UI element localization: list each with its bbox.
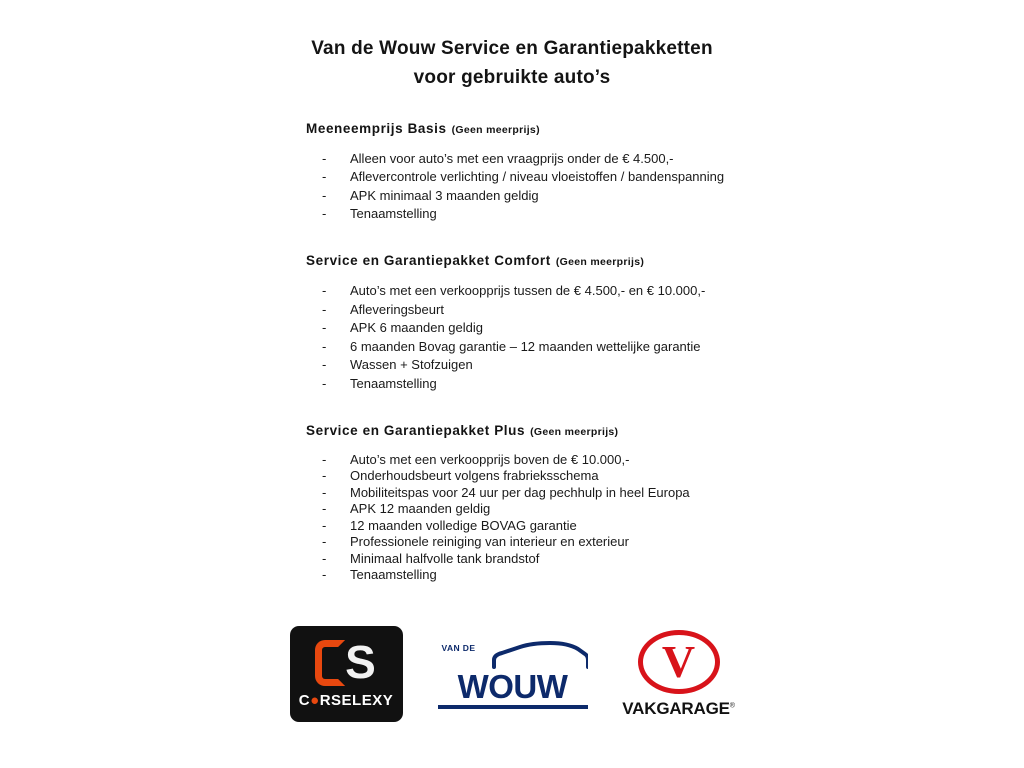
list-item [322,338,964,356]
list-item [322,150,964,168]
package-section-plus [306,423,964,584]
list-item-text: Minimaal halfvolle tank brandstof [350,550,540,566]
bullet-dash: - [322,550,327,566]
page-title-line-2: voor gebruikte auto’s [413,67,611,89]
list-item-text: Afleveringsbeurt [350,301,444,317]
list-item [322,567,964,583]
bullet-dash: - [322,468,327,484]
list-item-text: Auto’s met een verkoopprijs boven de € 10.000,- [350,451,630,467]
list-item-text: Auto’s met een verkoopprijs tussen de € 4.500,- en € 10.000,- [350,283,706,299]
bullet-dash: - [322,567,327,583]
section-title-plus: Service en Garantiepakket Plus [306,422,526,438]
list-item [322,468,964,484]
vakgarage-word-text: VAKGARAGE [622,698,730,718]
list-item-text: Tenaamstelling [350,206,437,222]
section-note-basis: (Geen meerprijs) [451,123,540,136]
section-title-comfort: Service en Garantiepakket Comfort [306,253,551,269]
car-silhouette-icon [492,640,588,670]
carselexy-c-shape [315,640,345,686]
list-item [322,452,964,468]
carselexy-word-dot: ● [310,691,320,709]
list-item [322,518,964,534]
vakgarage-v-letter: V [661,635,696,687]
wouw-small-text: VAN DE [441,642,476,653]
list-item [322,301,964,319]
bullet-dash: - [322,301,327,317]
list-item [322,375,964,393]
bullet-dash: - [322,484,327,500]
vakgarage-logo [623,625,735,723]
list-item [322,534,964,550]
packages-list [60,121,964,584]
package-section-basis [306,121,964,224]
list-item-text: Alleen voor auto’s met een vraagprijs onder de € 4.500,- [350,150,674,166]
carselexy-s-letter: S [345,635,375,688]
bullet-dash: - [322,338,327,354]
list-item [322,356,964,374]
list-item-text: Onderhoudsbeurt volgens frabrieksschema [350,468,599,484]
carselexy-word-suffix: RSELEXY [319,691,394,709]
logo-row [0,624,1024,724]
bullet-dash: - [322,517,327,533]
page-title [60,34,964,93]
bullet-dash: - [322,451,327,467]
list-item [322,282,964,300]
carselexy-logo [290,626,403,722]
section-heading-basis [306,121,964,136]
section-title-basis: Meeneemprijs Basis [306,120,447,136]
package-section-comfort [306,253,964,393]
page-title-line-1: Van de Wouw Service en Garantiepakketten [311,38,713,59]
list-item-text: APK 12 maanden geldig [350,501,491,517]
carselexy-wordmark [299,692,393,709]
bullet-dash: - [322,169,327,185]
carselexy-mark-icon [315,635,377,688]
list-item-text: 6 maanden Bovag garantie – 12 maanden wettelijke garantie [350,338,701,354]
list-item-text: Wassen + Stofzuigen [350,357,473,373]
list-item [322,501,964,517]
list-item-text: 12 maanden volledige BOVAG garantie [350,517,577,533]
section-heading-plus [306,423,964,438]
wouw-top-row [438,640,588,670]
list-item-text: Aflevercontrole verlichting / niveau vloeistoffen / bandenspanning [350,169,725,185]
list-item-text: Tenaamstelling [350,375,437,391]
bullet-dash: - [322,283,327,299]
list-item [322,187,964,205]
feature-list-plus [306,452,964,584]
list-item [322,551,964,567]
bullet-dash: - [322,501,327,517]
vakgarage-trademark: ® [729,701,735,709]
bullet-dash: - [322,320,327,336]
bullet-dash: - [322,150,327,166]
vakgarage-badge-icon [638,630,720,694]
vakgarage-wordmark [622,699,734,719]
feature-list-comfort [306,282,964,393]
bullet-dash: - [322,357,327,373]
wouw-wordmark: WOUW [457,667,568,705]
van-de-wouw-logo [437,638,589,710]
list-item [322,319,964,337]
list-item-text: Mobiliteitspas voor 24 uur per dag pechhulp in heel Europa [350,484,690,500]
bullet-dash: - [322,534,327,550]
list-item [322,485,964,501]
wouw-underline [438,705,588,709]
list-item-text: APK 6 maanden geldig [350,320,483,336]
list-item [322,168,964,186]
bullet-dash: - [322,187,327,203]
bullet-dash: - [322,375,327,391]
feature-list-basis [306,150,964,224]
list-item-text: Professionele reiniging van interieur en exterieur [350,534,629,550]
section-note-plus: (Geen meerprijs) [530,425,619,438]
carselexy-word-prefix: C [298,691,311,709]
bullet-dash: - [322,206,327,222]
section-note-comfort: (Geen meerprijs) [555,256,645,269]
list-item-text: APK minimaal 3 maanden geldig [350,187,539,203]
list-item-text: Tenaamstelling [350,567,437,583]
section-heading-comfort [306,253,964,268]
list-item [322,205,964,223]
